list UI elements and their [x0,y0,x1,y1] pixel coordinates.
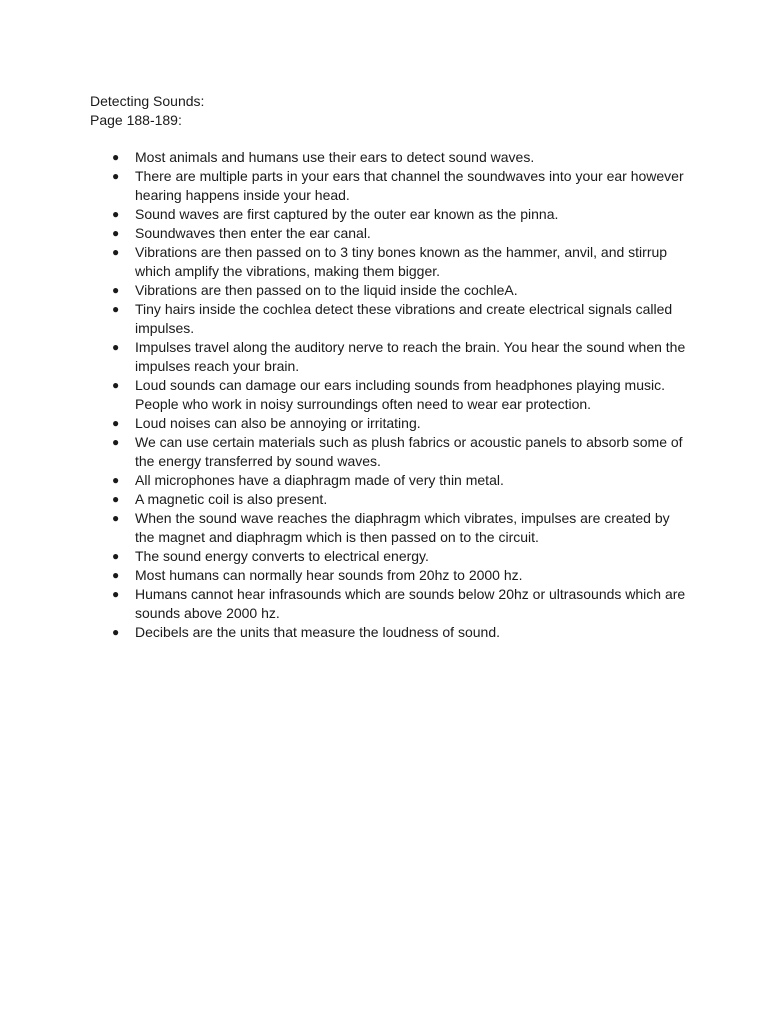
document-content [90,92,690,642]
bullet-icon: ● [112,568,120,582]
list-item [90,414,690,433]
bullet-icon: ● [112,245,120,259]
bullet-icon: ● [112,150,120,164]
bullet-icon: ● [112,340,120,354]
bullet-icon: ● [112,625,120,639]
list-item-text: Soundwaves then enter the ear canal. [135,225,371,241]
bullet-icon: ● [112,492,120,506]
bullet-icon: ● [112,473,120,487]
list-item-text: There are multiple parts in your ears that channel the soundwaves into your ear however hearing happens inside your head. [135,168,684,203]
list-item-text: When the sound wave reaches the diaphragm which vibrates, impulses are created by the magnet and diaphragm which is then passed on to the circuit. [135,510,670,545]
list-item-text: Decibels are the units that measure the loudness of sound. [135,624,500,640]
list-item-text: Most animals and humans use their ears to detect sound waves. [135,149,535,165]
list-item-text: Vibrations are then passed on to the liquid inside the cochleA. [135,282,518,298]
bullet-icon: ● [112,587,120,601]
document-title: Detecting Sounds: [90,93,205,109]
list-item-text: The sound energy converts to electrical energy. [135,548,429,564]
list-item [90,205,690,224]
list-item [90,509,690,547]
list-item-text: All microphones have a diaphragm made of very thin metal. [135,472,504,488]
list-item [90,566,690,585]
bullet-icon: ● [112,207,120,221]
list-item [90,281,690,300]
list-item-text: Sound waves are first captured by the outer ear known as the pinna. [135,206,559,222]
list-item-text: We can use certain materials such as plush fabrics or acoustic panels to absorb some of the energy transferred by sound waves. [135,434,683,469]
list-item-text: A magnetic coil is also present. [135,491,328,507]
notes-list [90,148,690,642]
bullet-icon: ● [112,416,120,430]
list-item [90,433,690,471]
list-item-text: Humans cannot hear infrasounds which are sounds below 20hz or ultrasounds which are sounds above 2000 hz. [135,586,686,621]
list-item-text: Vibrations are then passed on to 3 tiny bones known as the hammer, anvil, and stirrup which amplify the vibrations, making them bigger. [135,244,668,279]
bullet-icon: ● [112,169,120,183]
bullet-icon: ● [112,511,120,525]
list-item [90,167,690,205]
list-item-text: Tiny hairs inside the cochlea detect these vibrations and create electrical signals called impulses. [135,301,673,336]
list-item-text: Impulses travel along the auditory nerve to reach the brain. You hear the sound when the impulses reach your brain. [135,339,686,374]
bullet-icon: ● [112,302,120,316]
bullet-icon: ● [112,549,120,563]
page-reference: Page 188-189: [90,112,182,128]
list-item-text: Most humans can normally hear sounds from 20hz to 2000 hz. [135,567,523,583]
list-item [90,148,690,167]
list-item [90,490,690,509]
list-item [90,224,690,243]
list-item [90,623,690,642]
list-item [90,338,690,376]
list-item [90,547,690,566]
list-item [90,300,690,338]
list-item-text: Loud noises can also be annoying or irritating. [135,415,421,431]
list-item [90,585,690,623]
list-item [90,243,690,281]
bullet-icon: ● [112,226,120,240]
list-item [90,376,690,414]
bullet-icon: ● [112,283,120,297]
bullet-icon: ● [112,435,120,449]
bullet-icon: ● [112,378,120,392]
list-item-text: Loud sounds can damage our ears including sounds from headphones playing music. People who work in noisy surroundings often need to wear ear protection. [135,377,666,412]
list-item [90,471,690,490]
